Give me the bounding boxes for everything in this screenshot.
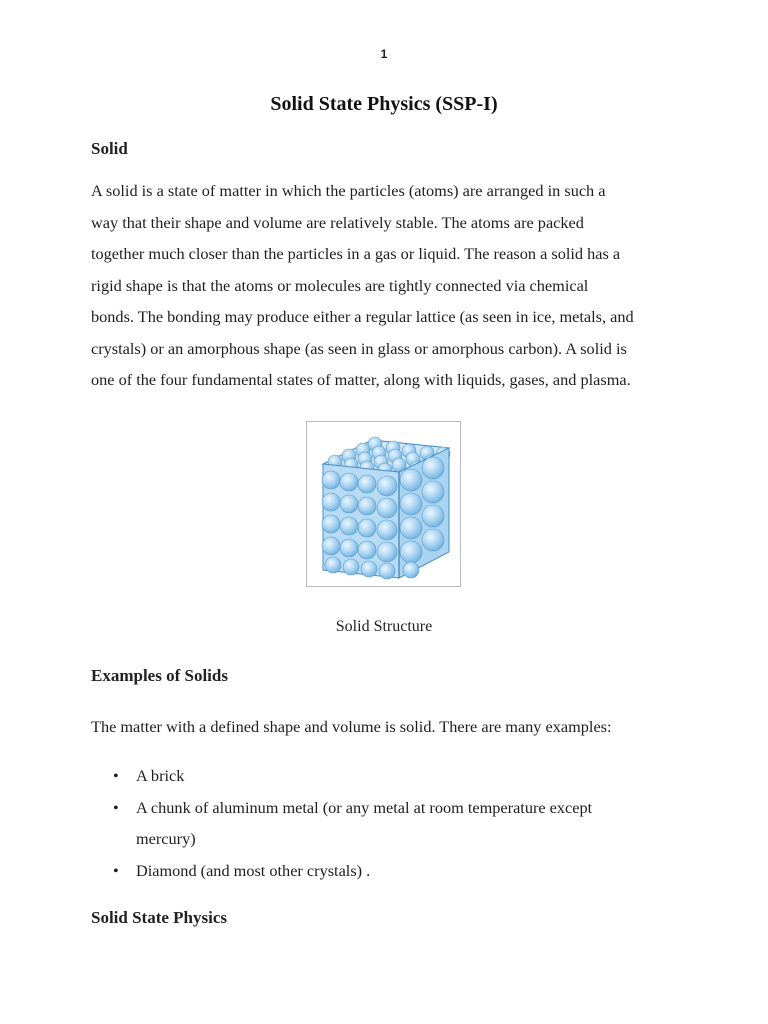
list-item-text: mercury) <box>136 829 196 848</box>
paragraph-line: one of the four fundamental states of matter, along with liquids, gases, and plasma. <box>91 370 631 389</box>
paragraph-line: together much closer than the particles in a gas or liquid. The reason a solid has a <box>91 244 621 263</box>
list-item <box>91 855 691 887</box>
section-heading-solid: Solid <box>91 139 128 158</box>
document-title: Solid State Physics (SSP-I) <box>270 93 498 115</box>
examples-list <box>91 760 691 886</box>
paragraph-line: The matter with a defined shape and volume is solid. There are many examples: <box>91 717 612 736</box>
packed-spheres-cube-icon <box>307 422 460 586</box>
list-item-text: Diamond (and most other crystals) . <box>136 860 371 880</box>
section-heading-examples: Examples of Solids <box>91 666 228 685</box>
page-number: 1 <box>380 47 388 61</box>
paragraph-line: bonds. The bonding may produce either a regular lattice (as seen in ice, metals, and <box>91 307 634 326</box>
bullet-icon: • <box>113 797 119 817</box>
solid-paragraph <box>91 175 691 396</box>
list-item-text: A brick <box>136 766 185 785</box>
bullet-icon: • <box>113 860 119 880</box>
paragraph-line: A solid is a state of matter in which the particles (atoms) are arranged in such a <box>91 181 606 200</box>
list-item-text: A chunk of aluminum metal (or any metal at room temperature except <box>136 797 593 817</box>
paragraph-line: way that their shape and volume are relatively stable. The atoms are packed <box>91 212 584 232</box>
paragraph-line: crystals) or an amorphous shape (as seen in glass or amorphous carbon). A solid is <box>91 338 627 358</box>
paragraph-line: rigid shape is that the atoms or molecules are tightly connected via chemical <box>91 275 589 295</box>
list-item <box>91 792 691 855</box>
examples-intro <box>91 711 691 743</box>
bullet-icon: • <box>113 766 119 785</box>
section-heading-solid-state-physics: Solid State Physics <box>91 908 228 927</box>
figure-caption: Solid Structure <box>335 618 433 635</box>
list-item <box>91 760 691 792</box>
solid-structure-figure <box>306 421 461 587</box>
